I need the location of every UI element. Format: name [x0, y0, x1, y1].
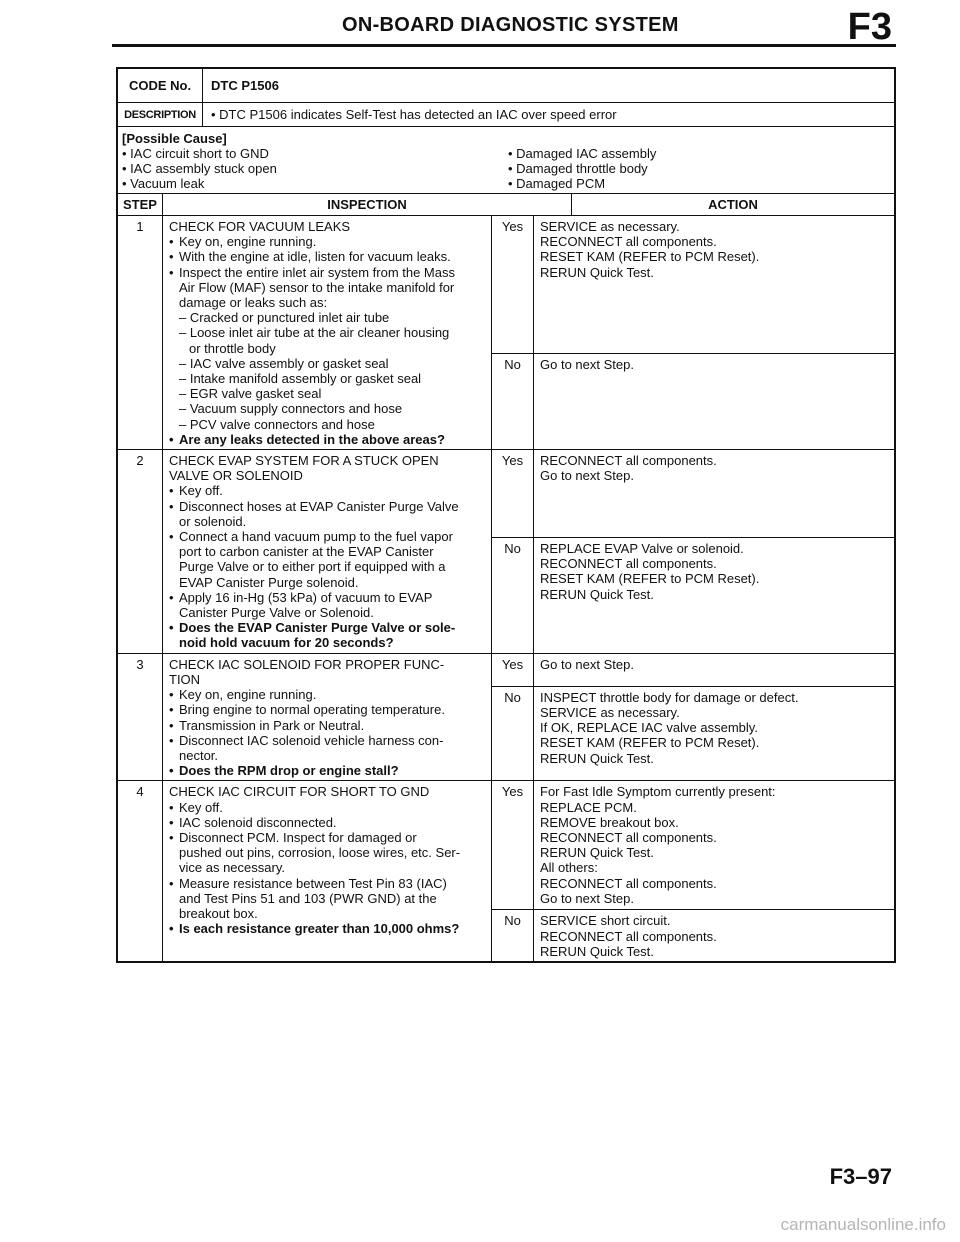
inspection-line: • Apply 16 in-Hg (53 kPa) of vacuum to EVAP — [169, 590, 487, 605]
action-line: RECONNECT all components. — [540, 928, 717, 944]
answer-label: No — [492, 687, 534, 781]
code-value: DTC P1506 — [211, 78, 279, 93]
inspection-line: or solenoid. — [179, 513, 247, 529]
inspection-cell — [163, 450, 492, 653]
action-line: RECONNECT all components. — [540, 556, 717, 572]
inspection-cell — [163, 781, 492, 961]
inspection-line: – Loose inlet air tube at the air cleaner housing — [179, 325, 450, 341]
result-column — [492, 216, 894, 449]
action-line: SERVICE as necessary. — [540, 219, 680, 234]
answer-label: Yes — [492, 654, 534, 686]
action-cell — [534, 654, 894, 686]
action-line: RERUN Quick Test. — [540, 264, 654, 280]
description-text: • DTC P1506 indicates Self-Test has detected an IAC over speed error — [211, 107, 617, 122]
inspection-line: breakout box. — [179, 905, 258, 921]
result-row — [492, 910, 894, 961]
cause-item: • Damaged PCM — [508, 176, 606, 191]
description-label: DESCRIPTION — [118, 103, 203, 126]
action-line: RECONNECT all components. — [540, 453, 717, 469]
step-row — [118, 654, 894, 782]
inspection-heading: VALVE OR SOLENOID — [169, 468, 303, 484]
step-row — [118, 450, 894, 654]
inspection-cell — [163, 216, 492, 449]
inspection-line: • Transmission in Park or Neutral. — [169, 718, 487, 733]
answer-label: No — [492, 538, 534, 653]
code-label: CODE No. — [118, 69, 203, 102]
action-line: RESET KAM (REFER to PCM Reset). — [540, 735, 760, 751]
inspection-cell — [163, 654, 492, 781]
column-header-step: STEP — [118, 194, 163, 215]
inspection-line: noid hold vacuum for 20 seconds? — [179, 635, 394, 651]
cause-list-right — [508, 146, 656, 191]
inspection-line: • Key off. — [169, 800, 487, 815]
page-title: ON-BOARD DIAGNOSTIC SYSTEM — [342, 14, 679, 36]
inspection-line: or throttle body — [189, 340, 276, 356]
inspection-line: • Disconnect hoses at EVAP Canister Purge Valve — [169, 499, 487, 514]
inspection-line: Air Flow (MAF) sensor to the intake manifold for — [179, 279, 455, 295]
inspection-line: • Measure resistance between Test Pin 83 (IAC) — [169, 876, 487, 891]
inspection-line: • Are any leaks detected in the above areas? — [169, 432, 487, 447]
result-row — [492, 538, 894, 653]
action-cell — [534, 910, 894, 961]
cause-list-left — [122, 146, 277, 191]
inspection-line: vice as necessary. — [179, 860, 285, 876]
inspection-line: • With the engine at idle, listen for vacuum leaks. — [169, 249, 487, 264]
action-line: RERUN Quick Test. — [540, 943, 654, 959]
inspection-line: – PCV valve connectors and hose — [179, 416, 375, 432]
inspection-line: and Test Pins 51 and 103 (PWR GND) at the — [179, 890, 437, 906]
inspection-line: • Disconnect IAC solenoid vehicle harness con- — [169, 733, 487, 748]
step-number: 2 — [118, 450, 163, 653]
inspection-line: • Disconnect PCM. Inspect for damaged or — [169, 830, 487, 845]
inspection-line: port to carbon canister at the EVAP Canister — [179, 544, 434, 560]
diagnostic-table — [116, 67, 896, 963]
step-number: 4 — [118, 781, 163, 961]
answer-label: No — [492, 354, 534, 449]
action-line: Go to next Step. — [540, 656, 634, 672]
watermark: carmanualsonline.info — [780, 1215, 946, 1234]
possible-cause — [118, 127, 894, 194]
action-line: RECONNECT all components. — [540, 234, 717, 250]
header-rule — [112, 44, 896, 47]
answer-label: No — [492, 910, 534, 961]
inspection-line: – IAC valve assembly or gasket seal — [179, 355, 389, 371]
result-row — [492, 450, 894, 538]
action-cell — [534, 538, 894, 653]
action-cell — [534, 354, 894, 449]
action-line: RESET KAM (REFER to PCM Reset). — [540, 571, 760, 587]
inspection-line: • Does the EVAP Canister Purge Valve or sole- — [169, 620, 487, 635]
inspection-heading: CHECK IAC CIRCUIT FOR SHORT TO GND — [169, 784, 430, 800]
column-header-action: ACTION — [708, 197, 758, 212]
action-cell — [534, 450, 894, 537]
action-cell — [534, 781, 894, 909]
code-row — [118, 69, 894, 103]
page-header — [112, 0, 896, 46]
inspection-line: • Inspect the entire inlet air system from the Mass — [169, 265, 487, 280]
cause-item: • Damaged throttle body — [508, 161, 648, 176]
result-row — [492, 216, 894, 354]
step-row — [118, 781, 894, 961]
step-row — [118, 216, 894, 450]
section-code: F3 — [847, 6, 892, 48]
inspection-line: • Connect a hand vacuum pump to the fuel vapor — [169, 529, 487, 544]
cause-item: • IAC circuit short to GND — [122, 146, 269, 161]
description-row — [118, 103, 894, 127]
step-number: 3 — [118, 654, 163, 781]
action-cell — [534, 687, 894, 781]
result-row — [492, 354, 894, 449]
inspection-line: – Vacuum supply connectors and hose — [179, 401, 403, 417]
inspection-line: Purge Valve or to either port if equipped with a — [179, 559, 446, 575]
inspection-heading: CHECK FOR VACUUM LEAKS — [169, 219, 351, 234]
steps-body — [118, 216, 894, 961]
inspection-line: – Intake manifold assembly or gasket seal — [179, 371, 422, 387]
action-line: RECONNECT all components. — [540, 829, 717, 845]
action-line: REPLACE EVAP Valve or solenoid. — [540, 541, 744, 557]
answer-label: Yes — [492, 450, 534, 537]
result-row — [492, 781, 894, 910]
inspection-line: nector. — [179, 747, 219, 763]
action-line: If OK, REPLACE IAC valve assembly. — [540, 720, 758, 736]
inspection-line: • Key on, engine running. — [169, 234, 487, 249]
action-line: Go to next Step. — [540, 890, 634, 906]
action-line: Go to next Step. — [540, 468, 634, 484]
result-column — [492, 450, 894, 653]
inspection-heading: TION — [169, 671, 201, 687]
action-line: RESET KAM (REFER to PCM Reset). — [540, 249, 760, 265]
action-line: SERVICE short circuit. — [540, 913, 671, 929]
column-header-inspection: INSPECTION — [163, 194, 572, 215]
inspection-line: • Does the RPM drop or engine stall? — [169, 763, 487, 778]
inspection-line: damage or leaks such as: — [179, 295, 328, 311]
page-number: F3–97 — [829, 1164, 892, 1189]
result-row — [492, 687, 894, 781]
answer-label: Yes — [492, 781, 534, 909]
inspection-line: • Key off. — [169, 483, 487, 498]
result-column — [492, 654, 894, 781]
inspection-line: pushed out pins, corrosion, loose wires, etc. Ser- — [179, 845, 461, 861]
action-line: RERUN Quick Test. — [540, 750, 654, 766]
inspection-line: • Bring engine to normal operating temperature. — [169, 702, 487, 717]
inspection-line: – Cracked or punctured inlet air tube — [179, 310, 390, 326]
inspection-line: • IAC solenoid disconnected. — [169, 815, 487, 830]
result-column — [492, 781, 894, 961]
answer-label: Yes — [492, 216, 534, 353]
inspection-line: EVAP Canister Purge solenoid. — [179, 574, 359, 590]
action-line: REMOVE breakout box. — [540, 814, 679, 830]
action-line: SERVICE as necessary. — [540, 704, 680, 720]
possible-cause-heading: [Possible Cause] — [122, 131, 227, 146]
action-cell — [534, 216, 894, 353]
inspection-heading: CHECK EVAP SYSTEM FOR A STUCK OPEN — [169, 453, 439, 469]
action-line: For Fast Idle Symptom currently present: — [540, 784, 776, 800]
cause-item: • Damaged IAC assembly — [508, 146, 657, 161]
inspection-line: • Key on, engine running. — [169, 687, 487, 702]
action-line: All others: — [540, 860, 598, 876]
action-line: RERUN Quick Test. — [540, 586, 654, 602]
action-line: REPLACE PCM. — [540, 799, 637, 815]
action-line: Go to next Step. — [540, 357, 634, 372]
cause-item: • IAC assembly stuck open — [122, 161, 277, 176]
cause-item: • Vacuum leak — [122, 176, 205, 191]
action-line: RECONNECT all components. — [540, 875, 717, 891]
inspection-line: • Is each resistance greater than 10,000 ohms? — [169, 921, 487, 936]
result-row — [492, 654, 894, 687]
table-header — [118, 194, 894, 216]
action-line: INSPECT throttle body for damage or defect. — [540, 689, 799, 705]
inspection-line: Canister Purge Valve or Solenoid. — [179, 605, 374, 621]
action-line: RERUN Quick Test. — [540, 845, 654, 861]
inspection-heading: CHECK IAC SOLENOID FOR PROPER FUNC- — [169, 656, 445, 672]
inspection-line: – EGR valve gasket seal — [179, 386, 322, 402]
step-number: 1 — [118, 216, 163, 449]
